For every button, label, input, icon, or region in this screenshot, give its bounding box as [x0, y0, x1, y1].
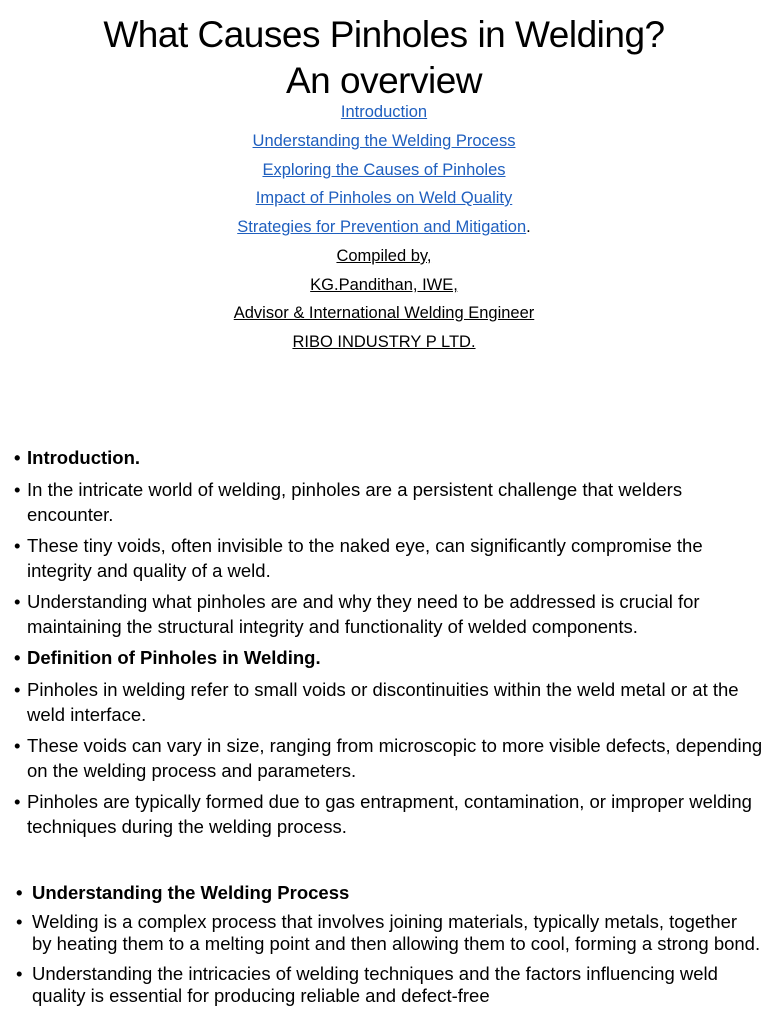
list-item: • Pinholes are typically formed due to gas entrapment, contamination, or improper welding techniques during the welding process.	[14, 789, 764, 839]
list-item: • These voids can vary in size, ranging from microscopic to more visible defects, depending on the welding process and parameters.	[14, 733, 764, 783]
welding-process-bullet-list	[16, 882, 761, 1007]
toc-link-causes[interactable]: Exploring the Causes of Pinholes	[262, 161, 506, 179]
list-item: • These tiny voids, often invisible to the naked eye, can significantly compromise the integrity and quality of a weld.	[14, 533, 764, 583]
list-item: • Understanding what pinholes are and why they need to be addressed is crucial for maintaining the structural integrity and functionality of welded components.	[14, 589, 764, 639]
toc-link-strategies[interactable]: Strategies for Prevention and Mitigation	[237, 218, 527, 236]
toc-link-impact[interactable]: Impact of Pinholes on Weld Quality	[255, 189, 513, 207]
toc-trailing-period: .	[526, 218, 531, 236]
credit-role	[0, 303, 768, 323]
toc-item-impact	[0, 188, 768, 208]
toc-link-introduction[interactable]: Introduction	[340, 103, 428, 121]
credit-compiled-by-text: Compiled by,	[336, 247, 432, 265]
introduction-bullet-list	[14, 445, 764, 839]
toc-item-introduction	[0, 102, 768, 122]
bullet-heading-introduction: • Introduction.	[14, 445, 764, 470]
bullet-heading-definition: • Definition of Pinholes in Welding.	[14, 645, 764, 670]
toc-item-strategies	[0, 217, 768, 237]
credit-author	[0, 275, 768, 295]
credit-compiled-by	[0, 246, 768, 266]
bullet-heading-welding-process: • Understanding the Welding Process	[16, 882, 761, 904]
credit-company-text: RIBO INDUSTRY P LTD.	[292, 333, 476, 351]
list-item: • Understanding the intricacies of welding techniques and the factors influencing weld quality is essential for producing reliable and defect-free	[16, 963, 761, 1007]
toc-item-welding-process	[0, 131, 768, 151]
toc-link-welding-process[interactable]: Understanding the Welding Process	[252, 132, 516, 150]
credit-author-text: KG.Pandithan, IWE,	[310, 276, 458, 294]
list-item: • Welding is a complex process that involves joining materials, typically metals, together by heating them to a melting point and then allowing them to cool, forming a strong bond.	[16, 911, 761, 955]
page-title: What Causes Pinholes in Welding?	[103, 14, 665, 55]
credit-role-text: Advisor & International Welding Engineer	[233, 304, 535, 322]
list-item: • In the intricate world of welding, pinholes are a persistent challenge that welders encounter.	[14, 477, 764, 527]
list-item: • Pinholes in welding refer to small voids or discontinuities within the weld metal or at the weld interface.	[14, 677, 764, 727]
toc-item-causes	[0, 160, 768, 180]
credit-company	[0, 332, 768, 352]
page-subtitle: An overview	[285, 60, 483, 101]
